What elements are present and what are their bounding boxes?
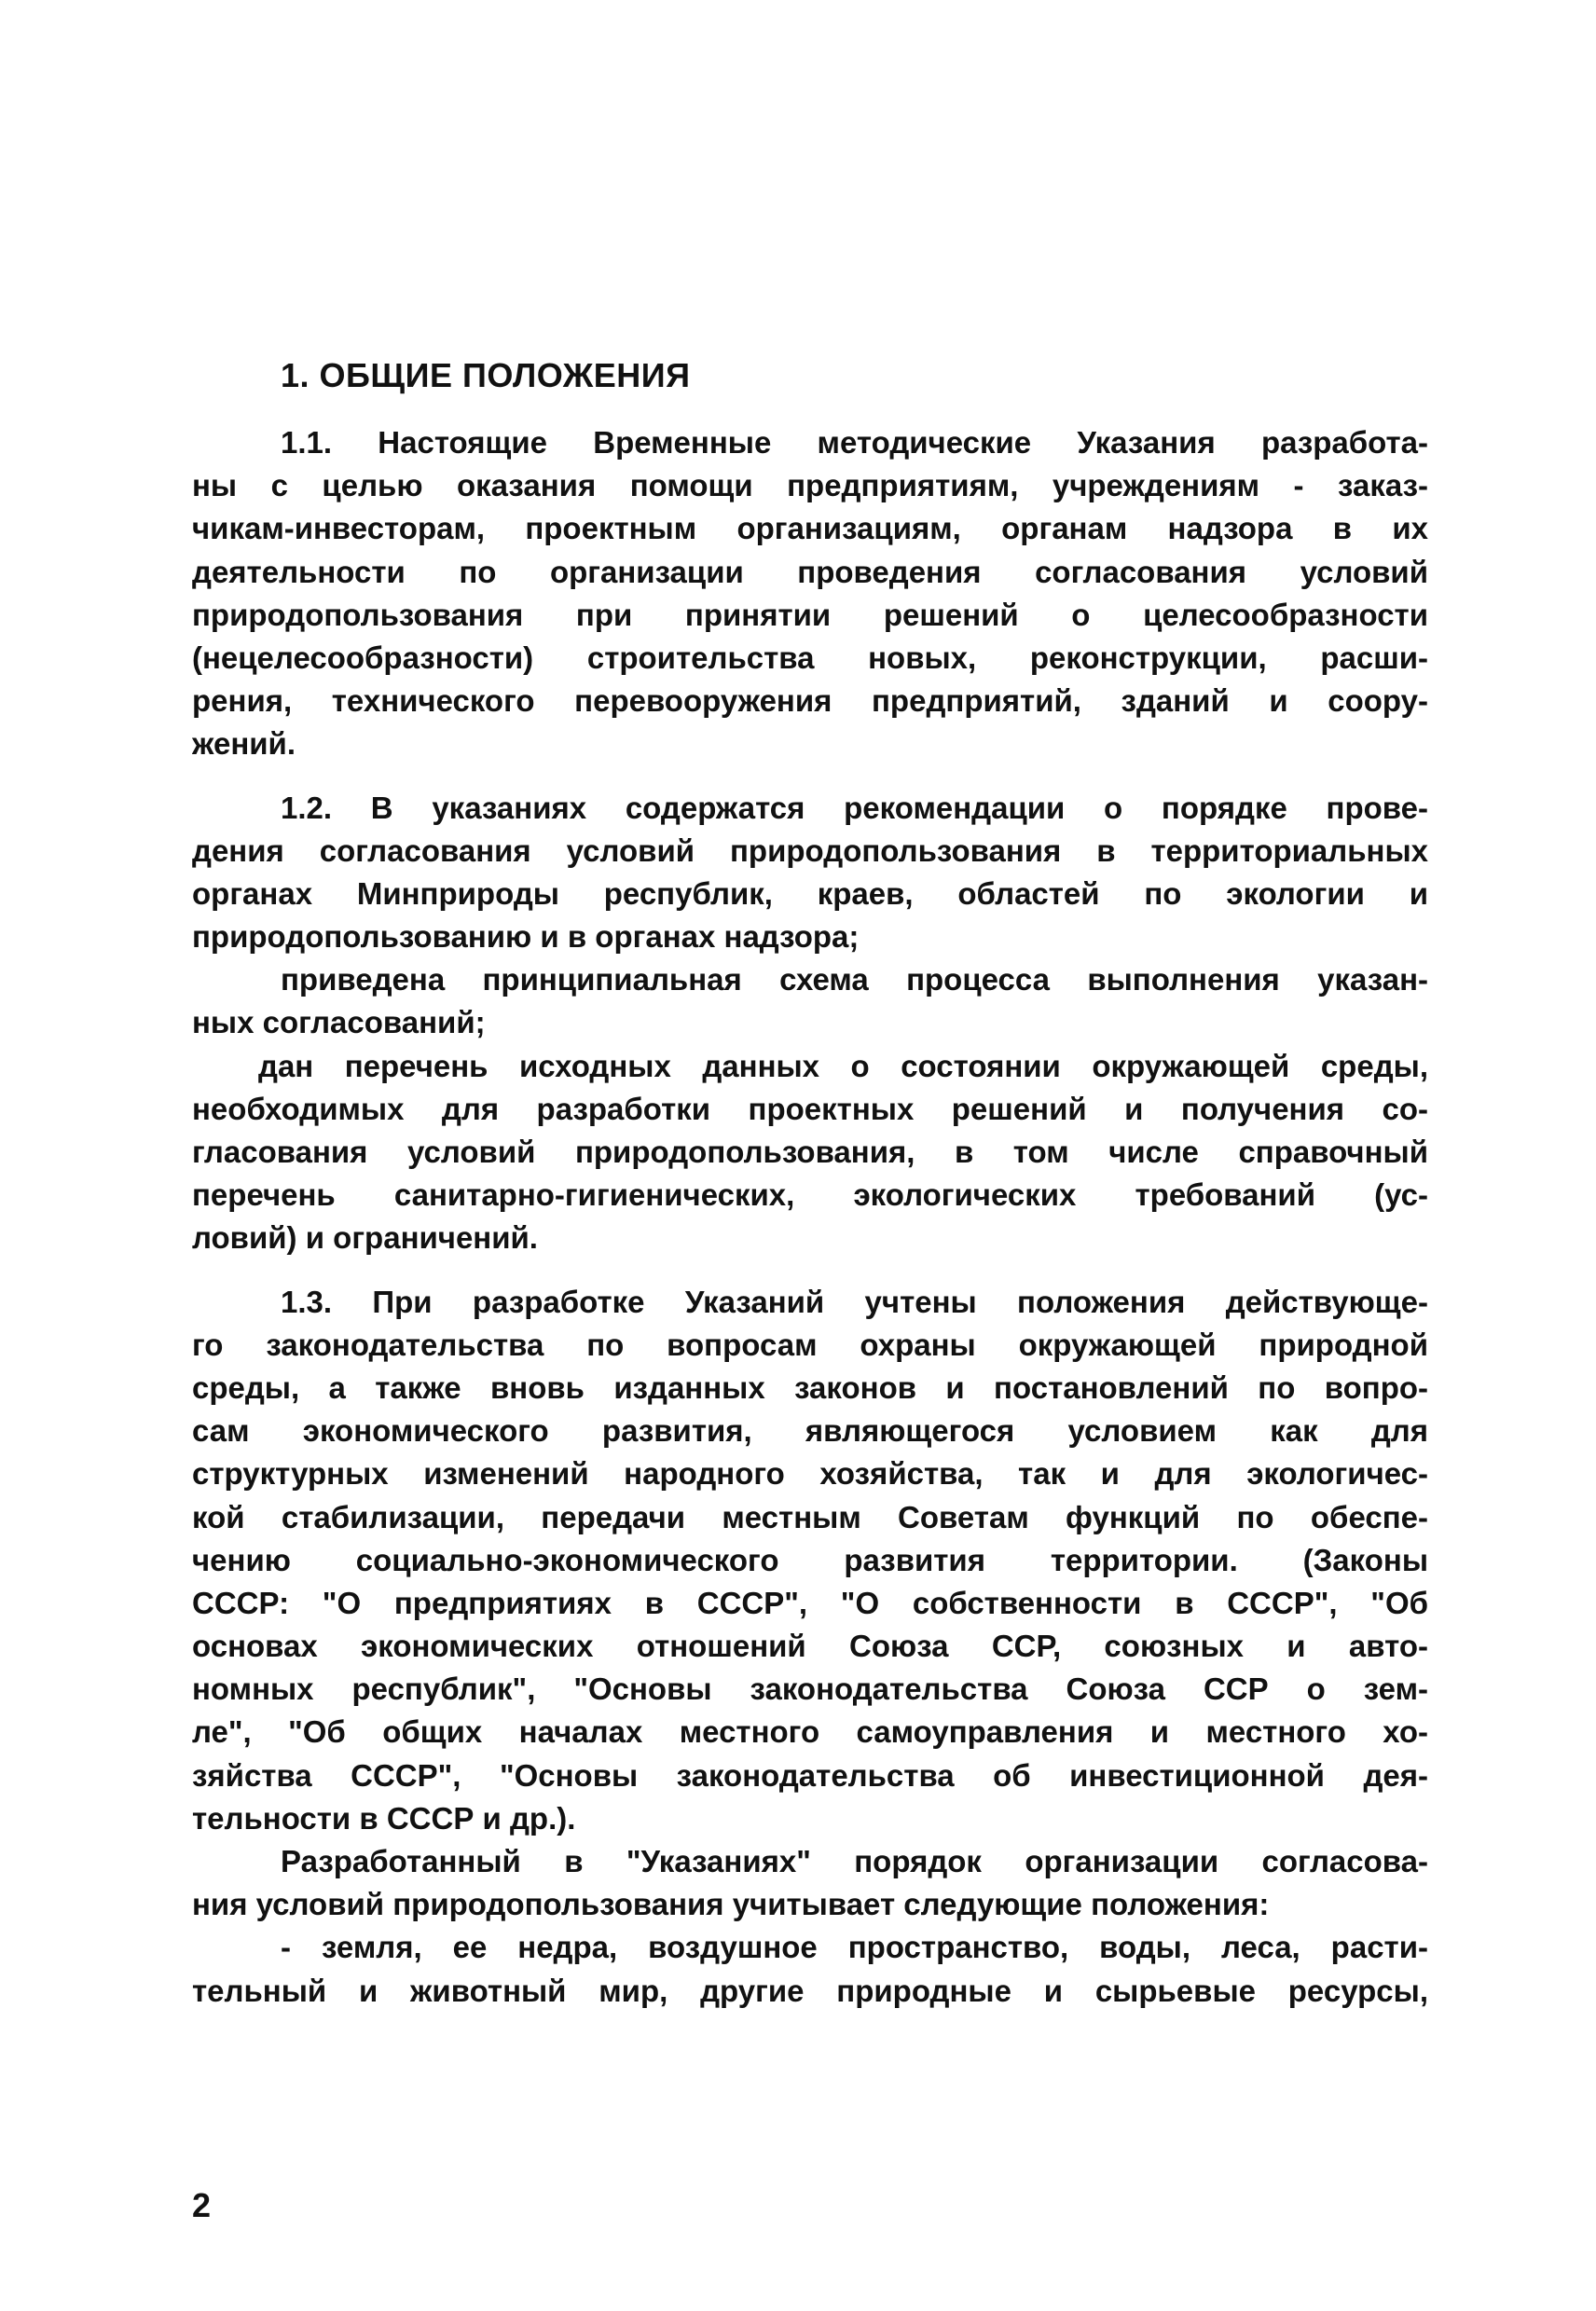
- text-line: кой стабилизации, передачи местным Советам функций по обеспе-: [192, 1499, 1428, 1534]
- text-line: ловий) и ограничений.: [192, 1220, 538, 1256]
- text-line: деятельности по организации проведения согласования условий: [192, 554, 1428, 589]
- text-line: номных республик", "Основы законодательства Союза ССР о зем-: [192, 1671, 1428, 1707]
- text-line: го законодательства по вопросам охраны окружающей природной: [192, 1327, 1428, 1362]
- section-heading: 1. ОБЩИЕ ПОЛОЖЕНИЯ: [281, 356, 691, 394]
- text-line: сам экономического развития, являющегося условием как для: [192, 1413, 1428, 1449]
- text-line: тельности в СССР и др.).: [192, 1800, 576, 1836]
- text-line: жений.: [192, 726, 296, 762]
- text-line: рения, технического перевооружения предприятий, зданий и соору-: [192, 683, 1428, 719]
- text-line: основах экономических отношений Союза ССР, союзных и авто-: [192, 1629, 1428, 1664]
- text-line: 1.3. При разработке Указаний учтены положения действующе-: [281, 1284, 1428, 1319]
- text-line: ния условий природопользования учитывает следующие положения:: [192, 1887, 1270, 1922]
- text-line: природопользованию и в органах надзора;: [192, 919, 860, 955]
- text-line: чикам-инвесторам, проектным организациям, органам надзора в их: [192, 511, 1428, 546]
- text-line: гласования условий природопользования, в том числе справочный: [192, 1135, 1428, 1169]
- text-line: СССР: "О предприятиях в СССР", "О собственности в СССР", "Об: [192, 1585, 1428, 1620]
- text-line: ле", "Об общих началах местного самоуправления и местного хо-: [192, 1714, 1428, 1750]
- paragraph: [192, 421, 1428, 766]
- text-line: чению социально-экономического развития территории. (Законы: [192, 1542, 1428, 1577]
- paragraph: [192, 1840, 1428, 1926]
- paragraph: [192, 1281, 1428, 1840]
- text-line: тельный и животный мир, другие природные и сырьевые ресурсы,: [192, 1973, 1428, 2008]
- text-line: дан перечень исходных данных о состоянии окружающей среды,: [258, 1048, 1428, 1083]
- text-line: природопользования при принятии решений о целесообразности: [192, 597, 1428, 632]
- page-number: 2: [192, 2186, 212, 2224]
- text-line: перечень санитарно-гигиенических, экологических требований (ус-: [192, 1177, 1428, 1213]
- text-line: 1.2. В указаниях содержатся рекомендации о порядке прове-: [281, 790, 1428, 825]
- paragraph: [192, 1926, 1428, 2012]
- text-line: ных согласований;: [192, 1005, 486, 1040]
- text-line: 1.1. Настоящие Временные методические Указания разработа-: [281, 425, 1428, 460]
- paragraph: [192, 787, 1428, 959]
- document-body: [192, 421, 1428, 2013]
- text-line: структурных изменений народного хозяйства, так и для экологичес-: [192, 1456, 1428, 1492]
- text-line: среды, а также вновь изданных законов и постановлений по вопро-: [192, 1369, 1428, 1405]
- paragraph: [192, 1045, 1428, 1260]
- text-line: приведена принципиальная схема процесса выполнения указан-: [281, 962, 1428, 997]
- paragraph: [192, 958, 1428, 1044]
- text-line: (нецелесообразности) строительства новых, реконструкции, расши-: [192, 640, 1428, 675]
- text-line: - земля, ее недра, воздушное пространство, воды, леса, расти-: [281, 1930, 1428, 1965]
- text-line: Разработанный в "Указаниях" порядок организации согласова-: [281, 1844, 1428, 1878]
- text-line: зяйства СССР", "Основы законодательства об инвестиционной дея-: [192, 1757, 1428, 1793]
- text-line: ны с целью оказания помощи предприятиям, учреждениям - заказ-: [192, 468, 1428, 503]
- text-line: органах Минприроды республик, краев, областей по экологии и: [192, 875, 1428, 911]
- text-line: необходимых для разработки проектных решений и получения со-: [192, 1091, 1428, 1126]
- text-line: дения согласования условий природопользования в территориальных: [192, 832, 1428, 868]
